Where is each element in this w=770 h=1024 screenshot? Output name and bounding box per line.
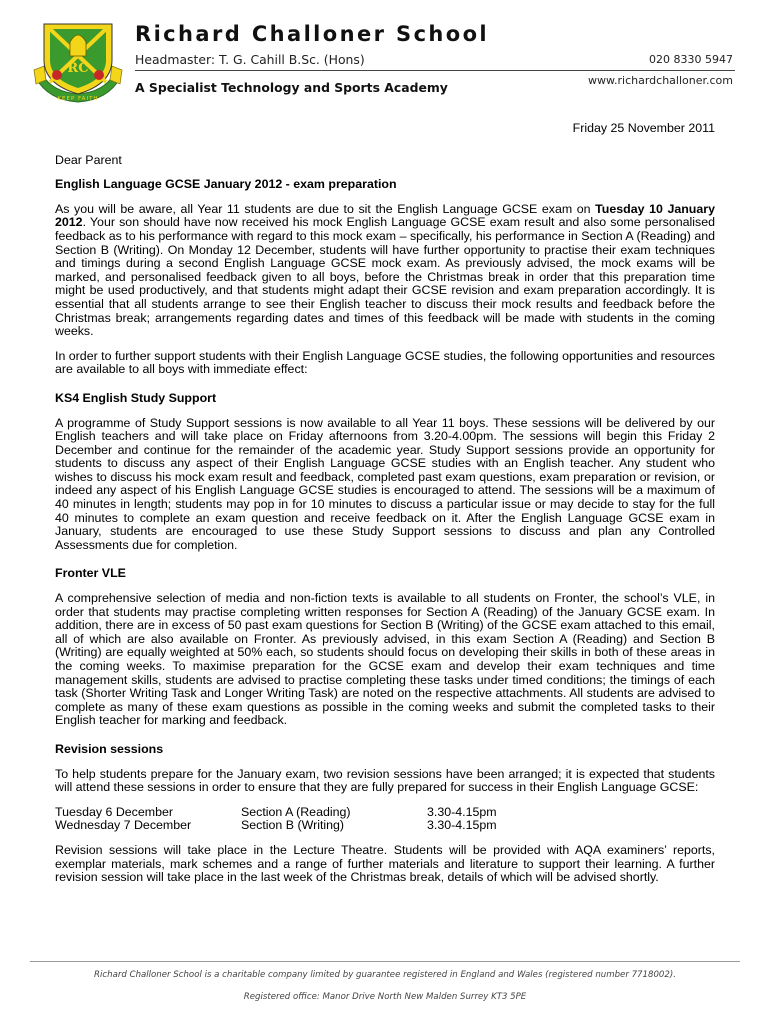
heading-revision-sessions: Revision sessions [55,741,164,756]
letter-subject: English Language GCSE January 2012 - exam preparation [55,177,397,192]
header-divider [135,70,735,71]
letterhead [0,0,770,110]
session-row [55,819,715,833]
session-time: 3.30-4.15pm [427,818,497,833]
session-row [55,806,715,820]
salutation: Dear Parent [55,152,122,167]
letter-body [55,118,715,885]
session-day: Tuesday 6 December [55,804,173,819]
school-phone: 020 8330 5947 [649,53,733,66]
headmaster-line: Headmaster: T. G. Cahill B.Sc. (Hons) [135,52,365,67]
svg-text:RC: RC [67,61,89,76]
letter-date: Friday 25 November 2011 [572,121,715,135]
school-website: www.richardchalloner.com [588,74,733,87]
school-crest-logo [30,20,126,104]
school-name: Richard Challoner School [135,22,490,46]
footer-divider [30,961,740,962]
session-section: Section A (Reading) [241,804,351,819]
paragraph-vle: A comprehensive selection of media and non-fiction texts is available to all students on Fronter, the school’s VLE, in order that students may practise completing written responses for Section A (Reading) of the January GCSE exam. In addition, there are in excess of 50 past exam questions for Section B (Writing) of the GCSE exam attached to this email, all of which are also available on Fronter. As previously advised, in this exam Section A (Reading) and Section B (Writing) are equally weighted at 50% each, so students should focus on developing their skills in both of these areas in the coming weeks. To maximise preparation for the GCSE exam and develop their exam techniques and time management skills, students are advised to practise completing these tasks under timed conditions; the timings of each task (Shorter Writing Task and Longer Writing Task) are noted on the respective attachments. All students are advised to complete as many of these exam questions as possible in the coming weeks and submit the completed tasks to their English teacher for marking and feedback. [55,591,715,728]
paragraph-final: Revision sessions will take place in the Lecture Theatre. Students will be provided with AQA examiners’ reports, exemplar materials, mark schemes and a range of further materials and literature to support their learning. A further revision session will take place in the last week of the Christmas break, details of which will be advised shortly. [55,842,715,885]
paragraph-revision: To help students prepare for the January exam, two revision sessions have been arranged; it is expected that students will attend these sessions in order to ensure that they are fully prepared for success in their English Language GCSE: [55,766,715,795]
revision-sessions-table [55,806,715,833]
svg-text:KEEP FAITH: KEEP FAITH [57,96,99,102]
session-day: Wednesday 7 December [55,818,192,833]
session-section: Section B (Writing) [241,818,345,833]
school-tagline: A Specialist Technology and Sports Academy [135,80,448,95]
paragraph-support: In order to further support students with their English Language GCSE studies, the following opportunities and resources are available to all boys with immediate effect: [55,348,715,377]
footer-registered-office: Registered office: Manor Drive North New Malden Surrey KT3 5PE [243,992,527,1002]
heading-ks4-study-support: KS4 English Study Support [55,390,217,405]
paragraph-ks4: A programme of Study Support sessions is now available to all Year 11 boys. These sessions will be delivered by our English teachers and will take place on Friday afternoons from 3.20-4.00pm. The sessions will begin this Friday 2 December and continue for the remainder of the academic year. Study Support sessions provide an opportunity for students to discuss any aspect of their English Language GCSE studies with an English teacher. Any student who wishes to discuss his mock exam result and feedback, completed past exam questions, exam preparation or revision, or indeed any aspect of his English Language GCSE studies is encouraged to attend. The sessions will be a maximum of 40 minutes in length; students may pop in for 10 minutes to discuss a particular issue or may decide to stay for the full 40 minutes to complete an exam question and receive feedback on it. After the English Language GCSE exam in January, students are encouraged to use these Study Support sessions to discuss and plan any Controlled Assessments due for completion. [55,415,715,552]
heading-fronter-vle: Fronter VLE [55,566,126,581]
session-time: 3.30-4.15pm [427,804,497,819]
footer-company-info: Richard Challoner School is a charitable company limited by guarantee registered in England and Wales (registered number 7718002). [94,970,676,980]
paragraph-intro: As you will be aware, all Year 11 students are due to sit the English Language GCSE exam on Tuesday 10 January 2012. Your son should have now received his mock English Language GCSE exam result and also some personalised feedback as to his performance with regard to this mock exam – specifically, his performance in Section A (Reading) and Section B (Writing). On Monday 12 December, students will have further opportunity to practise their exam techniques and timings during a second English Language GCSE mock exam. As previously advised, the mock exams will be marked, and personalised feedback given to all boys, before the Christmas break in order that this preparation time might be used productively, and that students might adapt their GCSE revision and exam preparation accordingly. It is essential that all students arrange to see their English teacher to discuss their mock results and feedback before the Christmas break; arrangements regarding dates and times of this feedback will be made with students in the coming weeks. [55,201,715,339]
